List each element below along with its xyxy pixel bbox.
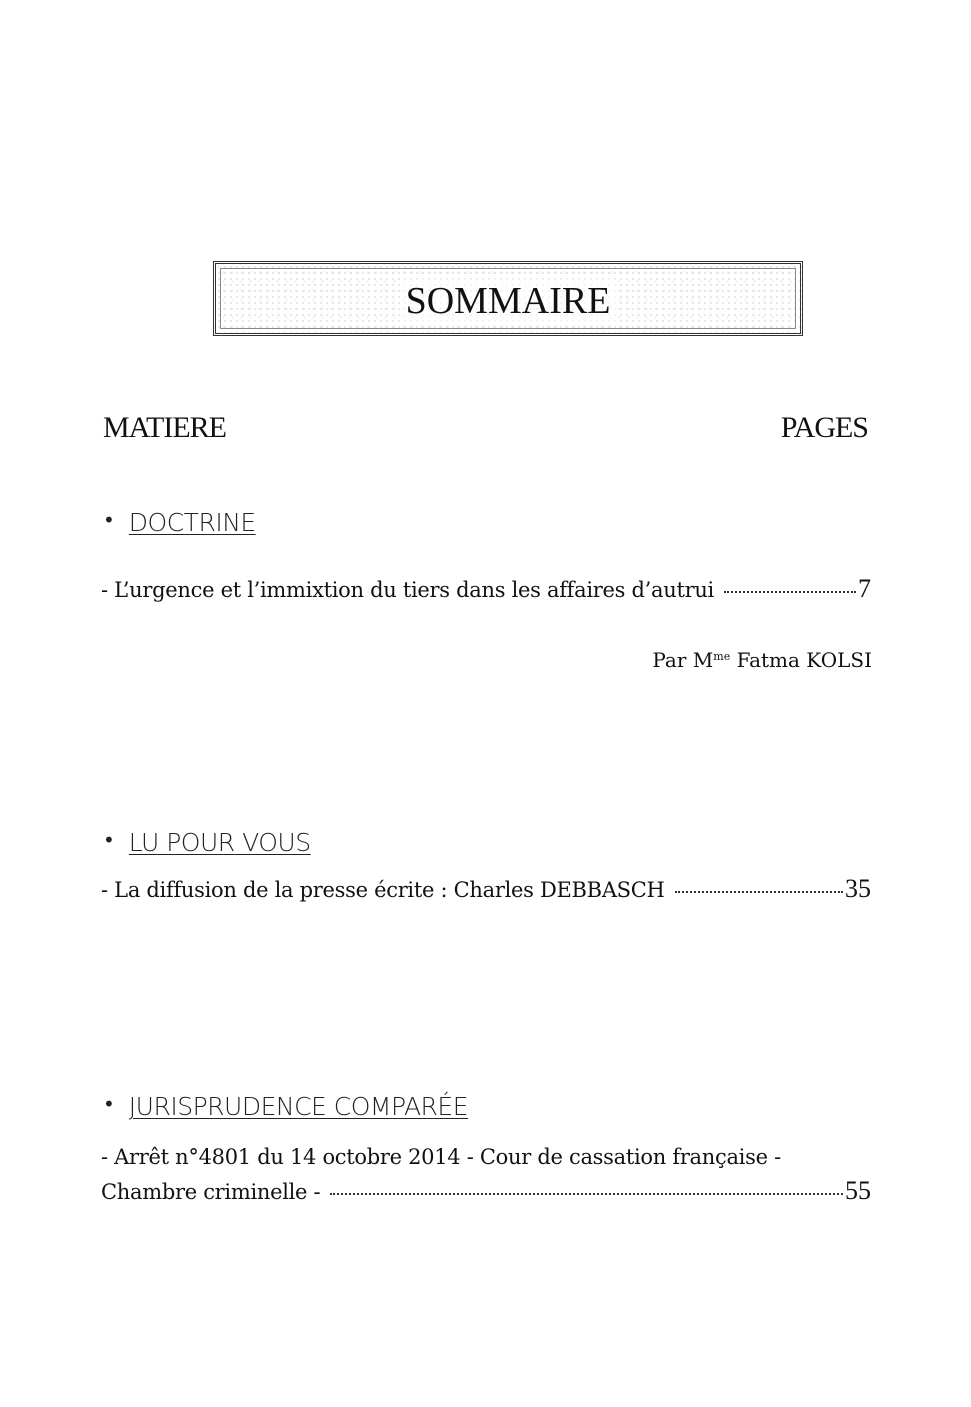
author-title-sup: me: [713, 650, 731, 663]
toc-entry-title: - La diffusion de la presse écrite : Charles DEBBASCH: [101, 878, 665, 902]
dot-leader: [675, 891, 843, 893]
bullet-icon: •: [103, 1092, 115, 1116]
page-title: SOMMAIRE: [400, 279, 617, 323]
toc-entry: [101, 874, 871, 904]
toc-entry-title-line-2: Chambre criminelle -: [101, 1180, 321, 1204]
bullet-icon: •: [103, 508, 115, 532]
author-line: [652, 648, 872, 672]
toc-entry-title-line-1: - Arrêt n°4801 du 14 octobre 2014 - Cour de cassation française -: [101, 1145, 781, 1169]
toc-entry: [101, 574, 871, 604]
section-heading-label: LU POUR VOUS: [128, 828, 311, 857]
column-header-pages: PAGES: [780, 411, 868, 444]
toc-entry: [101, 1176, 871, 1206]
section-heading-lu-pour-vous: [103, 828, 311, 857]
toc-entry-page: 55: [845, 1176, 871, 1205]
author-prefix: Par M: [652, 648, 714, 672]
section-heading-jurisprudence-comparee: [103, 1092, 468, 1121]
toc-entry-page: 35: [845, 874, 871, 903]
section-heading-doctrine: [103, 508, 256, 537]
section-heading-label: DOCTRINE: [128, 508, 256, 537]
toc-entry-page: 7: [858, 574, 871, 603]
author-name: Fatma KOLSI: [736, 648, 872, 672]
dot-leader: [724, 591, 856, 593]
section-heading-label: JURISPRUDENCE COMPARÉE: [128, 1092, 469, 1121]
title-box: [213, 261, 803, 336]
toc-entry-title: - L’urgence et l’immixtion du tiers dans les affaires d’autrui: [101, 578, 714, 602]
column-header-matiere: MATIERE: [103, 411, 226, 444]
bullet-icon: •: [103, 828, 115, 852]
dot-leader: [330, 1193, 843, 1195]
